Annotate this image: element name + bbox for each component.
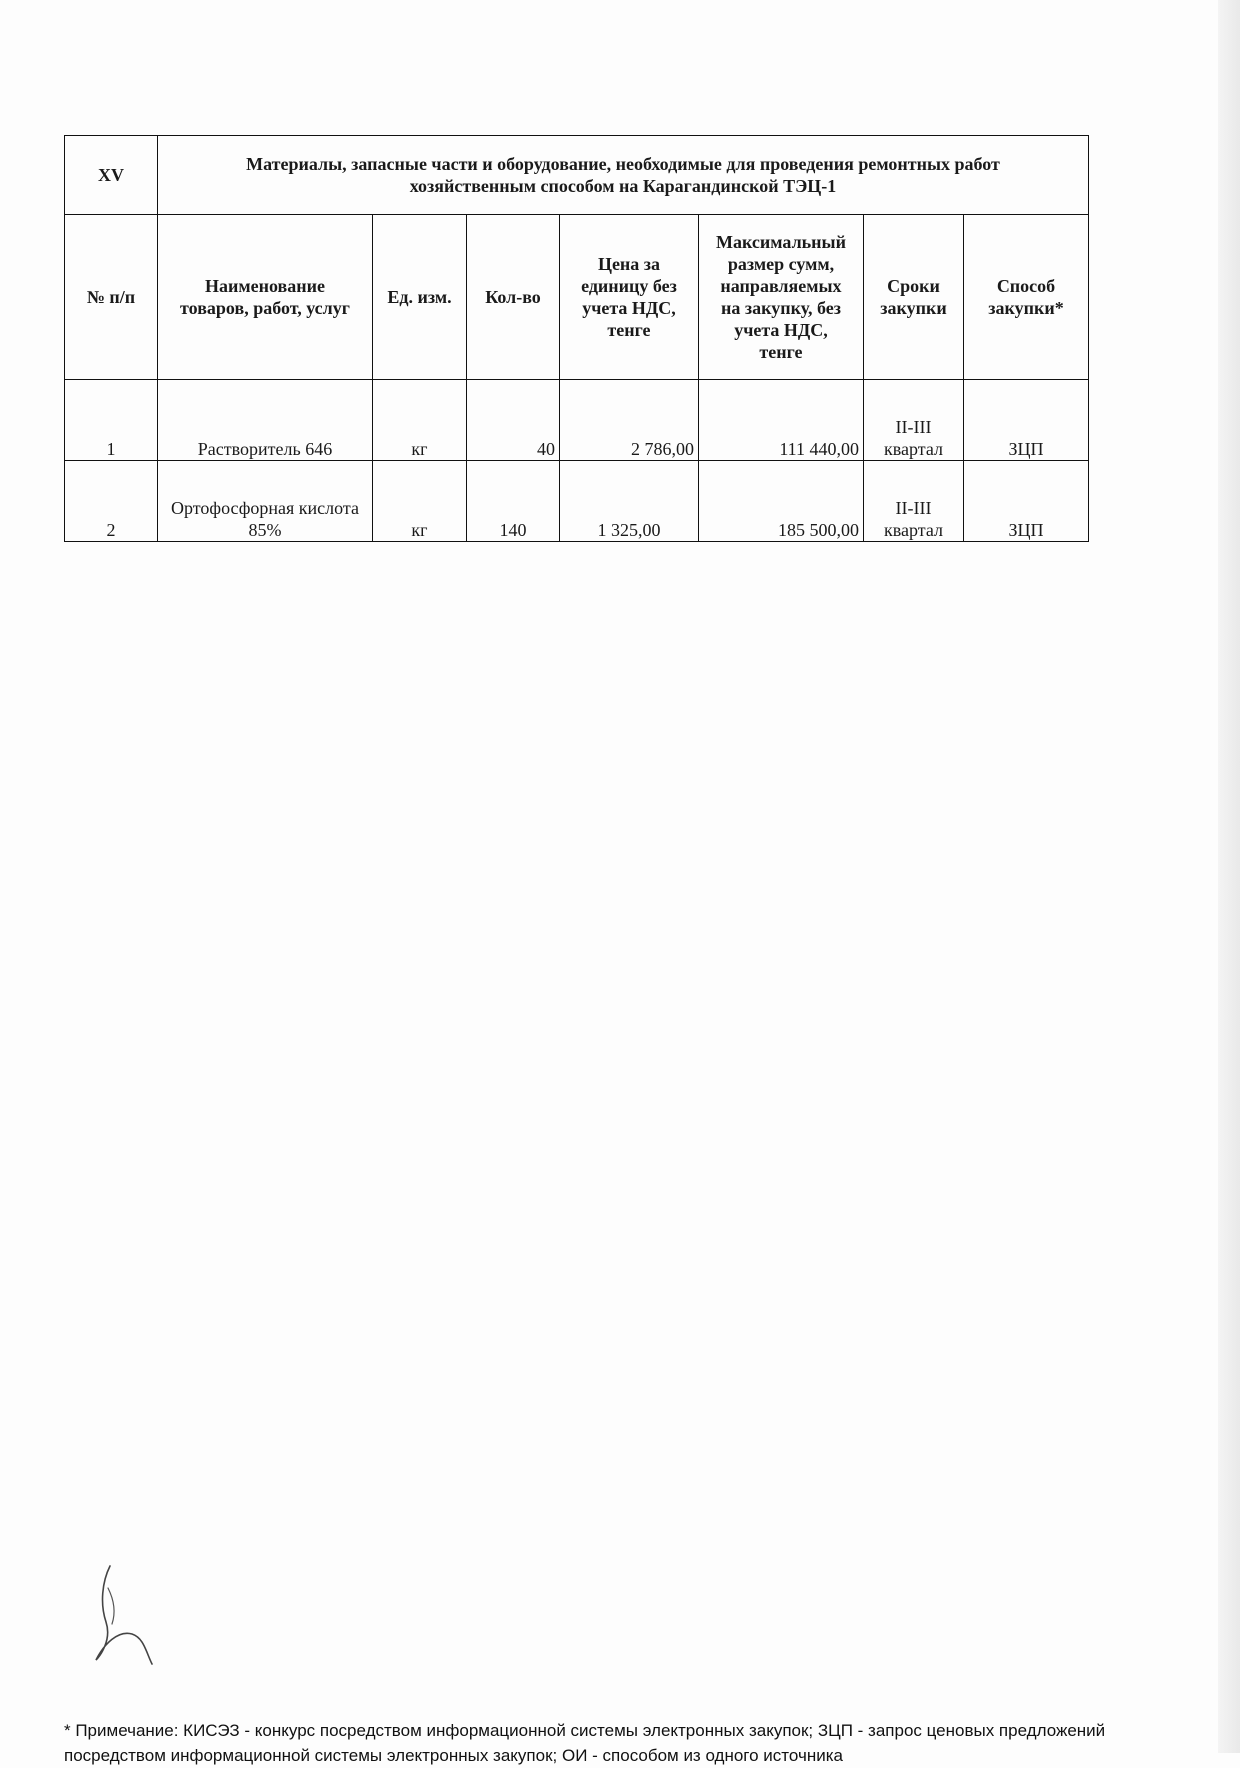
cell-term: II-III квартал — [864, 380, 964, 461]
cell-unit: кг — [373, 461, 467, 542]
table-row — [65, 461, 1089, 542]
page-edge-shadow — [1218, 0, 1240, 1753]
cell-number: 2 — [65, 461, 158, 542]
header-quantity: Кол-во — [467, 215, 560, 380]
header-number: № п/п — [65, 215, 158, 380]
cell-unit-price: 2 786,00 — [560, 380, 699, 461]
cell-method: ЗЦП — [964, 461, 1089, 542]
procurement-table — [64, 135, 1089, 542]
cell-number: 1 — [65, 380, 158, 461]
header-term: Сроки закупки — [864, 215, 964, 380]
header-name: Наименование товаров, работ, услуг — [158, 215, 373, 380]
header-unit-price: Цена за единицу без учета НДС, тенге — [560, 215, 699, 380]
cell-name: Растворитель 646 — [158, 380, 373, 461]
cell-term: II-III квартал — [864, 461, 964, 542]
cell-max-sum: 185 500,00 — [699, 461, 864, 542]
cell-quantity: 40 — [467, 380, 560, 461]
cell-unit: кг — [373, 380, 467, 461]
cell-name: Ортофосфорная кислота 85% — [158, 461, 373, 542]
handwritten-signature — [92, 1560, 172, 1670]
cell-max-sum: 111 440,00 — [699, 380, 864, 461]
table-row — [65, 380, 1089, 461]
cell-unit-price: 1 325,00 — [560, 461, 699, 542]
header-method: Способ закупки* — [964, 215, 1089, 380]
cell-quantity: 140 — [467, 461, 560, 542]
cell-method: ЗЦП — [964, 380, 1089, 461]
section-title: Материалы, запасные части и оборудование, необходимые для проведения ремонтных работ хозяйственным способом на Карагандинской ТЭЦ-1 — [158, 136, 1089, 215]
section-number: XV — [65, 136, 158, 215]
header-unit: Ед. изм. — [373, 215, 467, 380]
footnote: * Примечание: КИСЭЗ - конкурс посредством информационной системы электронных закупок; ЗЦП - запрос ценовых предложений посредством информационной системы электронных закупок; ОИ - способом из одного источника — [64, 1721, 1106, 1765]
header-max-sum: Максимальный размер сумм, направляемых на закупку, без учета НДС, тенге — [699, 215, 864, 380]
column-header-row — [65, 215, 1089, 380]
section-header-row — [65, 136, 1089, 215]
